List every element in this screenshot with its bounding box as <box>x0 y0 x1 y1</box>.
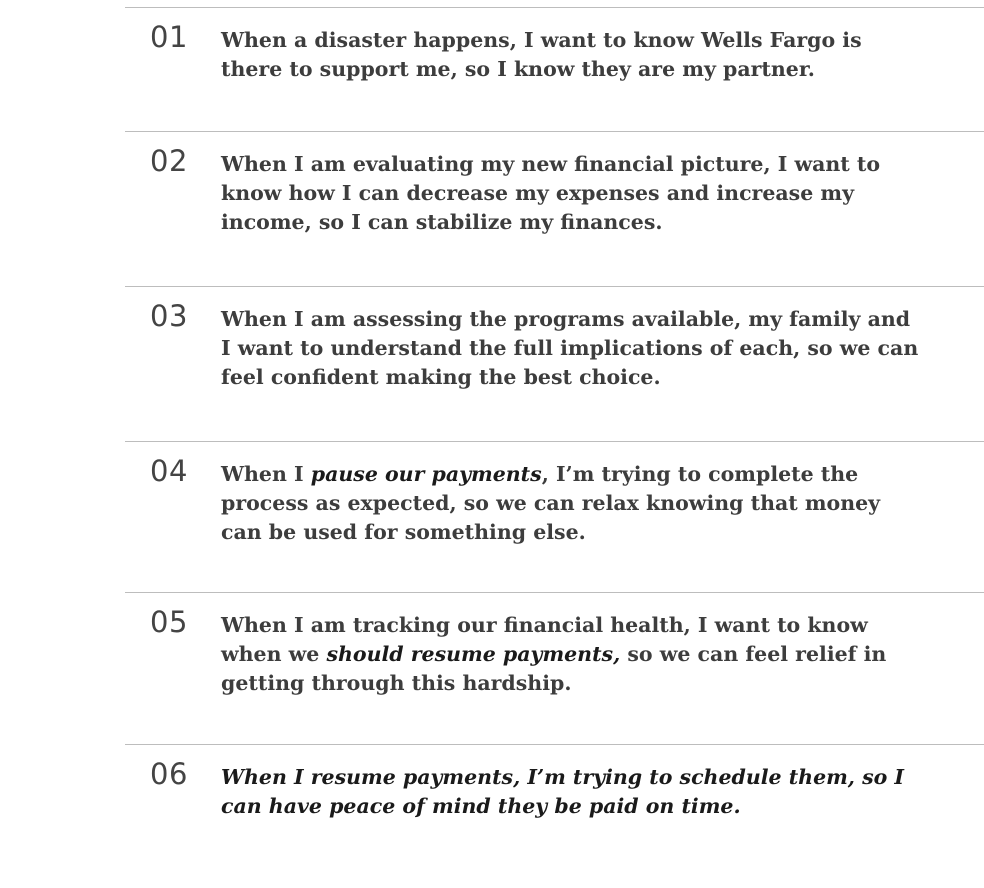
statement-number: 03 <box>150 299 188 333</box>
statement-text-part: When I <box>221 462 311 486</box>
statement-item <box>125 131 984 286</box>
statement-number: 05 <box>150 605 188 639</box>
statement-text-part: When a disaster happens, I want to know Wells Fargo is there to support me, so I know they are my partner. <box>221 28 862 81</box>
statement-item <box>125 744 984 884</box>
statement-emphasis: pause our payments <box>310 462 542 486</box>
statement-number: 02 <box>150 144 188 178</box>
statement-text-part: , I’m trying to complete the process as expected, so we can relax knowing that money can be used for something else. <box>221 462 881 544</box>
statement-text-part: so we can feel relief in getting through this hardship. <box>221 642 887 695</box>
statement-emphasis: When I resume payments, I’m trying to schedule them, so I can have peace of mind they be paid on time. <box>221 765 905 818</box>
statement-item <box>125 286 984 441</box>
statement-text-part: When I am assessing the programs available, my family and I want to understand the full implications of each, so we can feel confident making the best choice. <box>221 307 919 389</box>
statement-text-part: When I am tracking our financial health, I want to know when we <box>221 613 868 666</box>
statement-item <box>125 441 984 592</box>
statement-text <box>221 460 921 547</box>
statement-text <box>221 611 921 698</box>
statement-number: 01 <box>150 20 188 54</box>
statement-text <box>221 305 921 392</box>
statement-list <box>125 7 984 884</box>
statement-number: 04 <box>150 454 188 488</box>
statement-text <box>221 763 921 821</box>
statement-text <box>221 150 921 237</box>
statement-number: 06 <box>150 757 188 791</box>
statement-item <box>125 592 984 744</box>
statement-emphasis: should resume payments, <box>326 642 621 666</box>
statement-text-part: When I am evaluating my new financial picture, I want to know how I can decrease my expenses and increase my income, so I can stabilize my finances. <box>221 152 881 234</box>
statement-text <box>221 26 921 84</box>
statement-item <box>125 7 984 131</box>
